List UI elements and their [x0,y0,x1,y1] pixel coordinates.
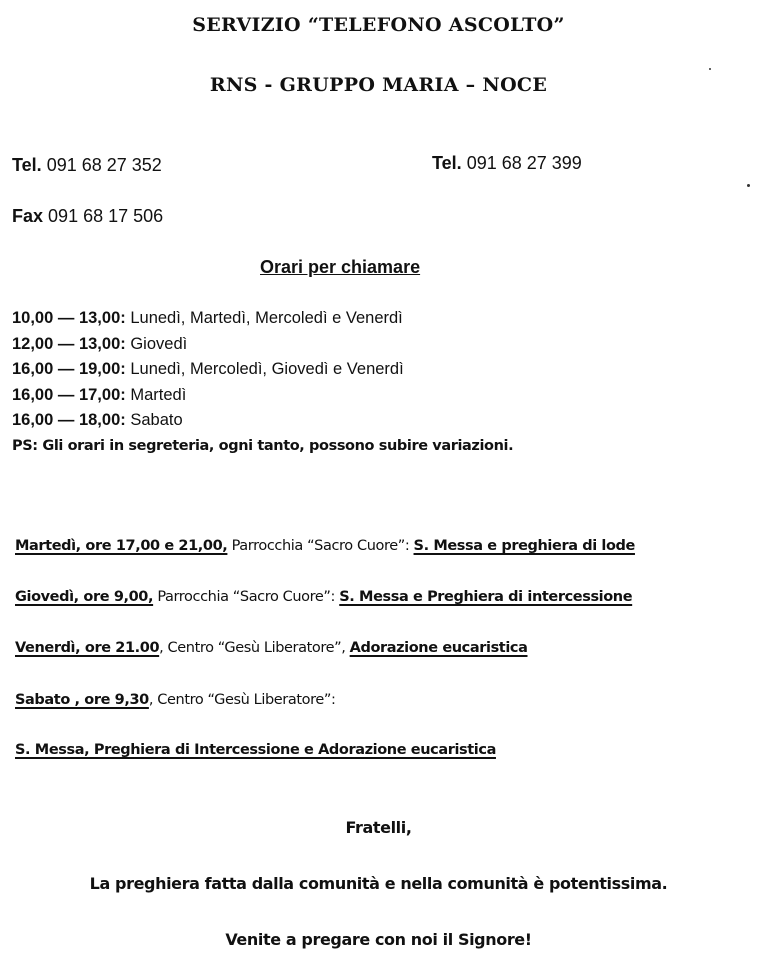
schedule-row: 12,00 — 13,00: Giovedì [12,334,188,353]
fax-value: 091 68 17 506 [48,206,164,226]
schedule-heading: Orari per chiamare [260,257,421,277]
phone-1-value: 091 68 27 352 [46,155,162,175]
document-subtitle: RNS - GRUPPO MARIA – NOCE [209,74,548,96]
document-title: SERVIZIO “TELEFONO ASCOLTO” [192,14,565,36]
closing-greeting: Fratelli, [345,818,412,837]
phone-1-label: Tel. [12,155,42,175]
phone-2-value: 091 68 27 399 [466,153,582,173]
schedule-row: 16,00 — 19,00: Lunedì, Mercoledì, Giovedì e Venerdì [12,360,404,378]
closing-message: La preghiera fatta dalla comunità e nella comunità è potentissima. [89,874,668,893]
fax-label: Fax [12,206,44,226]
phone-2 [432,153,582,174]
scan-speck [709,68,711,70]
event-line: Martedì, ore 17,00 e 21,00, Parrocchia “Sacro Cuore”: S. Messa e preghiera di lode [15,538,635,554]
schedule-row: 16,00 — 18,00: Sabato [12,411,183,429]
event-line: Venerdì, ore 21.00, Centro “Gesù Liberatore”, Adorazione eucaristica [15,640,528,656]
event-line: Sabato , ore 9,30, Centro “Gesù Liberatore”: [15,692,336,708]
closing-invitation: Venite a pregare con noi il Signore! [225,930,532,949]
scan-speck [747,184,750,187]
schedule-note: PS: Gli orari in segreteria, ogni tanto, possono subire variazioni. [12,438,514,454]
schedule-row: 16,00 — 17,00: Martedì [12,385,187,404]
schedule-row: 10,00 — 13,00: Lunedì, Martedì, Mercoledì e Venerdì [12,309,403,327]
fax [12,206,163,227]
phone-1 [12,155,162,176]
event-line-continued: S. Messa, Preghiera di Intercessione e Adorazione eucaristica [15,742,496,758]
phone-2-label: Tel. [432,153,462,173]
event-line: Giovedì, ore 9,00, Parrocchia “Sacro Cuore”: S. Messa e Preghiera di intercessione [15,589,633,605]
schedule-list [12,306,404,434]
